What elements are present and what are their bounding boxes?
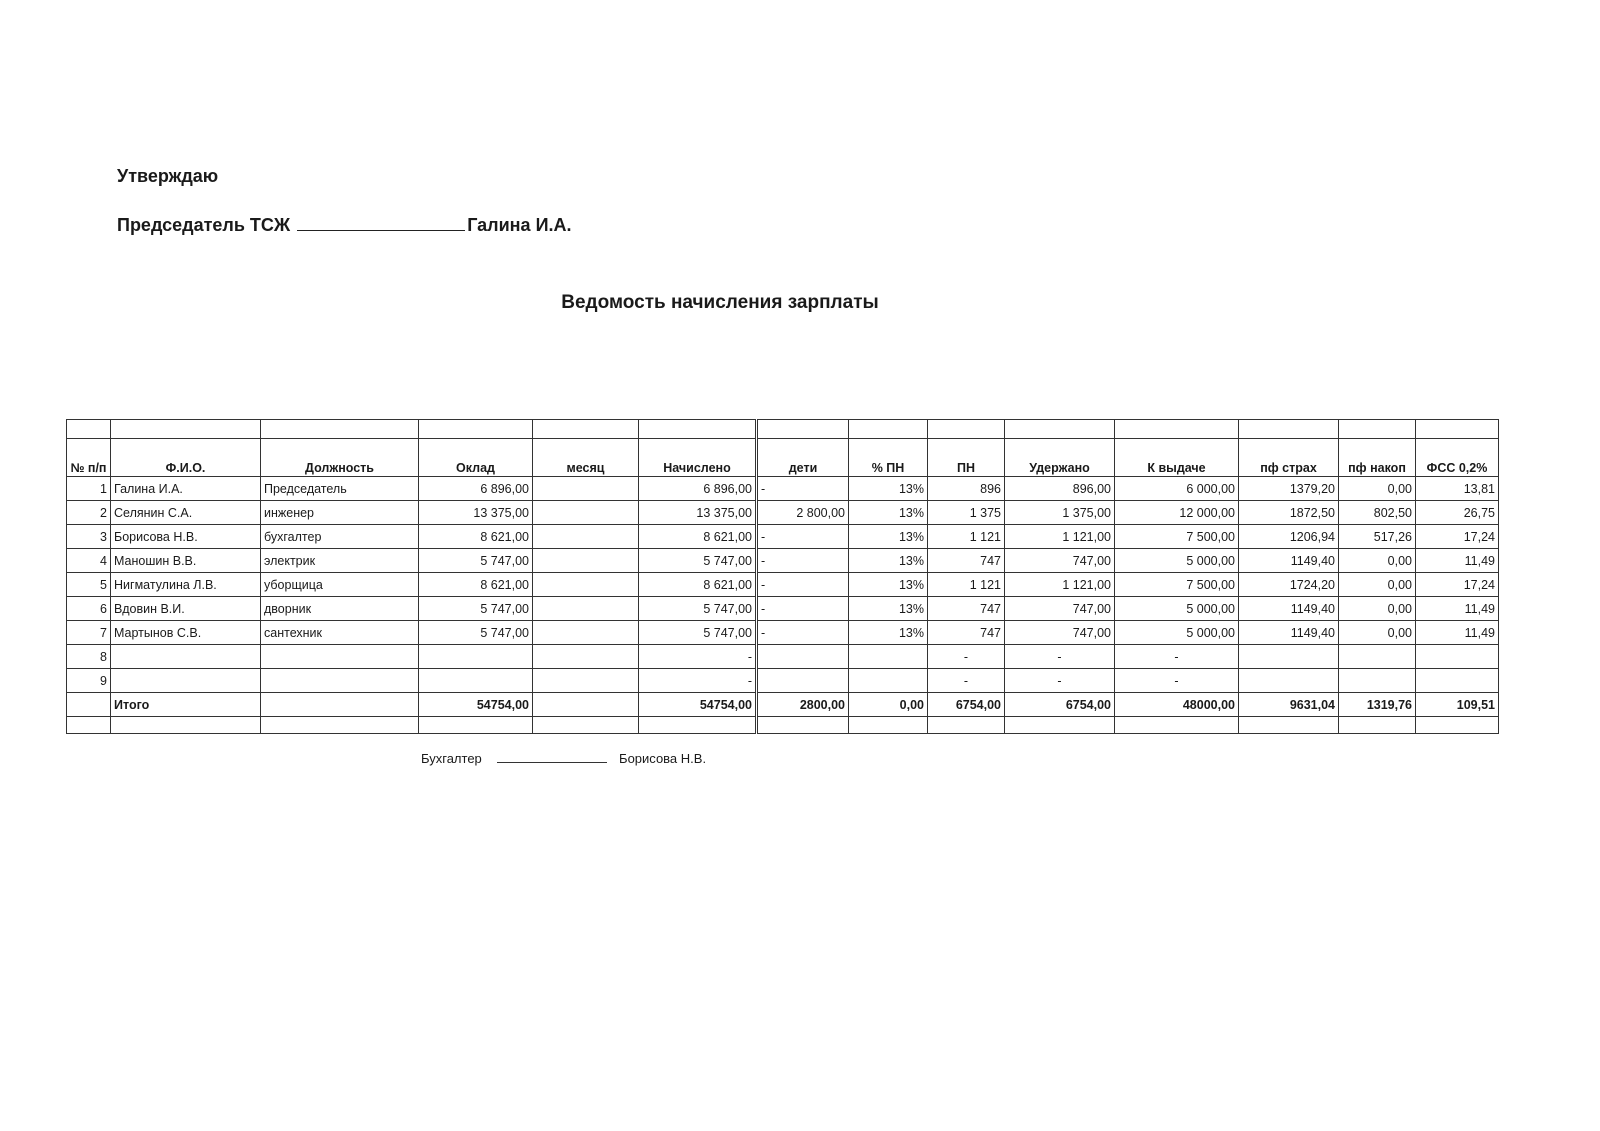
col-header-fio: Ф.И.О. [111, 439, 261, 477]
cell-tax: 747 [928, 597, 1005, 621]
cell-pf-insurance: 1149,40 [1239, 597, 1339, 621]
cell-salary: 8 621,00 [419, 525, 533, 549]
col-header-tax: ПН [928, 439, 1005, 477]
cell-position: сантехник [261, 621, 419, 645]
table-row [67, 525, 1499, 549]
total-to-pay: 48000,00 [1115, 693, 1239, 717]
cell-to-pay: 6 000,00 [1115, 477, 1239, 501]
cell-month [533, 645, 639, 669]
cell-row-number: 3 [67, 525, 111, 549]
cell-pct-tax: 13% [849, 573, 928, 597]
cell-tax: 747 [928, 621, 1005, 645]
cell-salary: 6 896,00 [419, 477, 533, 501]
cell-children [757, 669, 849, 693]
total-pf-insurance: 9631,04 [1239, 693, 1339, 717]
total-pf-savings: 1319,76 [1339, 693, 1416, 717]
cell-to-pay: 12 000,00 [1115, 501, 1239, 525]
cell-pct-tax: 13% [849, 621, 928, 645]
cell-pf-savings: 0,00 [1339, 549, 1416, 573]
cell-fss: 11,49 [1416, 549, 1499, 573]
accountant-signature-line [421, 750, 706, 766]
cell-pct-tax: 13% [849, 597, 928, 621]
cell-row-number: 9 [67, 669, 111, 693]
cell-fss: 26,75 [1416, 501, 1499, 525]
cell-accrued: 6 896,00 [639, 477, 757, 501]
cell-pct-tax [849, 669, 928, 693]
cell-row-number: 4 [67, 549, 111, 573]
cell-children [757, 645, 849, 669]
cell-row-number: 8 [67, 645, 111, 669]
cell-pct-tax: 13% [849, 501, 928, 525]
cell-to-pay: - [1115, 669, 1239, 693]
cell-pct-tax: 13% [849, 549, 928, 573]
cell-accrued: 5 747,00 [639, 597, 757, 621]
cell-pct-tax: 13% [849, 477, 928, 501]
cell-tax: 896 [928, 477, 1005, 501]
total-withheld: 6754,00 [1005, 693, 1115, 717]
cell-month [533, 621, 639, 645]
cell-children: - [757, 525, 849, 549]
cell-fio: Маношин В.В. [111, 549, 261, 573]
cell-month [533, 597, 639, 621]
approval-name: Галина И.А. [467, 215, 572, 235]
cell-pf-savings: 0,00 [1339, 477, 1416, 501]
accountant-name: Борисова Н.В. [619, 751, 707, 766]
cell-children: - [757, 573, 849, 597]
cell-pf-savings: 0,00 [1339, 597, 1416, 621]
accountant-role: Бухгалтер [421, 751, 482, 766]
cell-position [261, 645, 419, 669]
col-header-children: дети [757, 439, 849, 477]
total-pct-tax: 0,00 [849, 693, 928, 717]
cell-children: - [757, 621, 849, 645]
cell-children: - [757, 549, 849, 573]
cell-position: инженер [261, 501, 419, 525]
cell-position: бухгалтер [261, 525, 419, 549]
cell-pf-savings: 517,26 [1339, 525, 1416, 549]
table-row [67, 549, 1499, 573]
cell-tax: 1 121 [928, 573, 1005, 597]
cell-fio: Мартынов С.В. [111, 621, 261, 645]
col-header-month: месяц [533, 439, 639, 477]
table-bottom-spacer-row [67, 717, 1499, 734]
cell-fio [111, 645, 261, 669]
cell-pf-insurance: 1872,50 [1239, 501, 1339, 525]
cell-month [533, 549, 639, 573]
cell-fss: 17,24 [1416, 573, 1499, 597]
cell-salary: 5 747,00 [419, 549, 533, 573]
col-header-withheld: Удержано [1005, 439, 1115, 477]
table-row [67, 573, 1499, 597]
cell-salary [419, 669, 533, 693]
cell-tax: 1 121 [928, 525, 1005, 549]
cell-pf-insurance: 1724,20 [1239, 573, 1339, 597]
cell-pf-savings [1339, 669, 1416, 693]
cell-fio: Нигматулина Л.В. [111, 573, 261, 597]
table-row [67, 501, 1499, 525]
cell-tax: - [928, 669, 1005, 693]
total-fss: 109,51 [1416, 693, 1499, 717]
cell-month [533, 669, 639, 693]
table-row [67, 597, 1499, 621]
cell-fss: 13,81 [1416, 477, 1499, 501]
total-salary: 54754,00 [419, 693, 533, 717]
cell-pf-savings: 0,00 [1339, 573, 1416, 597]
cell-withheld: 1 121,00 [1005, 573, 1115, 597]
cell-withheld: 747,00 [1005, 549, 1115, 573]
cell-tax: - [928, 645, 1005, 669]
cell-position: дворник [261, 597, 419, 621]
cell-tax: 1 375 [928, 501, 1005, 525]
cell-to-pay: 5 000,00 [1115, 549, 1239, 573]
cell-salary [419, 645, 533, 669]
cell-row-number: 1 [67, 477, 111, 501]
cell-pf-savings [1339, 645, 1416, 669]
col-header-salary: Оклад [419, 439, 533, 477]
cell-to-pay: 7 500,00 [1115, 573, 1239, 597]
cell-children: - [757, 477, 849, 501]
cell-pf-insurance [1239, 645, 1339, 669]
col-header-fss: ФСС 0,2% [1416, 439, 1499, 477]
cell-withheld: 896,00 [1005, 477, 1115, 501]
cell-month [533, 525, 639, 549]
cell-fio [111, 669, 261, 693]
cell-accrued: 8 621,00 [639, 525, 757, 549]
approval-role: Председатель ТСЖ [117, 215, 291, 235]
cell-to-pay: 5 000,00 [1115, 597, 1239, 621]
cell-fss: 11,49 [1416, 621, 1499, 645]
cell-accrued: 8 621,00 [639, 573, 757, 597]
cell-salary: 5 747,00 [419, 597, 533, 621]
cell-month [533, 477, 639, 501]
cell-withheld: 1 375,00 [1005, 501, 1115, 525]
document-title: Ведомость начисления зарплаты [561, 292, 879, 313]
cell-position: Председатель [261, 477, 419, 501]
cell-withheld: 1 121,00 [1005, 525, 1115, 549]
cell-pct-tax: 13% [849, 525, 928, 549]
col-header-pf-savings: пф накоп [1339, 439, 1416, 477]
cell-fss [1416, 669, 1499, 693]
col-header-pct-tax: % ПН [849, 439, 928, 477]
cell-children: 2 800,00 [757, 501, 849, 525]
approval-signature-line [117, 212, 572, 236]
cell-month [533, 573, 639, 597]
approval-title: Утверждаю [117, 166, 219, 186]
total-tax: 6754,00 [928, 693, 1005, 717]
cell-pf-insurance: 1206,94 [1239, 525, 1339, 549]
cell-fss: 17,24 [1416, 525, 1499, 549]
cell-withheld: - [1005, 669, 1115, 693]
col-header-accrued: Начислено [639, 439, 757, 477]
col-header-pf-insurance: пф страх [1239, 439, 1339, 477]
cell-accrued: 13 375,00 [639, 501, 757, 525]
table-body [67, 477, 1499, 693]
cell-accrued: - [639, 645, 757, 669]
col-header-position: Должность [261, 439, 419, 477]
cell-position: уборщица [261, 573, 419, 597]
cell-row-number: 7 [67, 621, 111, 645]
cell-pf-insurance: 1149,40 [1239, 621, 1339, 645]
cell-salary: 13 375,00 [419, 501, 533, 525]
cell-pf-insurance: 1149,40 [1239, 549, 1339, 573]
cell-row-number: 2 [67, 501, 111, 525]
cell-salary: 5 747,00 [419, 621, 533, 645]
table-row [67, 645, 1499, 669]
cell-salary: 8 621,00 [419, 573, 533, 597]
table-header-row [67, 439, 1499, 477]
col-header-to-pay: К выдаче [1115, 439, 1239, 477]
cell-pf-insurance: 1379,20 [1239, 477, 1339, 501]
cell-fio: Селянин С.А. [111, 501, 261, 525]
cell-fss: 11,49 [1416, 597, 1499, 621]
cell-withheld: - [1005, 645, 1115, 669]
payroll-table [66, 419, 1499, 734]
table-top-spacer-row [67, 420, 1499, 439]
cell-position: электрик [261, 549, 419, 573]
cell-children: - [757, 597, 849, 621]
total-label: Итого [111, 693, 261, 717]
signature-blank [497, 750, 607, 763]
cell-to-pay: - [1115, 645, 1239, 669]
table-row [67, 477, 1499, 501]
cell-to-pay: 5 000,00 [1115, 621, 1239, 645]
cell-accrued: - [639, 669, 757, 693]
cell-withheld: 747,00 [1005, 597, 1115, 621]
cell-pct-tax [849, 645, 928, 669]
signature-blank [297, 212, 465, 231]
table-row [67, 621, 1499, 645]
cell-fio: Борисова Н.В. [111, 525, 261, 549]
cell-position [261, 669, 419, 693]
cell-accrued: 5 747,00 [639, 621, 757, 645]
cell-fss [1416, 645, 1499, 669]
cell-row-number: 5 [67, 573, 111, 597]
cell-pf-savings: 0,00 [1339, 621, 1416, 645]
cell-fio: Галина И.А. [111, 477, 261, 501]
cell-accrued: 5 747,00 [639, 549, 757, 573]
total-children: 2800,00 [757, 693, 849, 717]
cell-withheld: 747,00 [1005, 621, 1115, 645]
cell-month [533, 501, 639, 525]
cell-pf-savings: 802,50 [1339, 501, 1416, 525]
total-accrued: 54754,00 [639, 693, 757, 717]
table-total-row [67, 693, 1499, 717]
cell-to-pay: 7 500,00 [1115, 525, 1239, 549]
cell-row-number: 6 [67, 597, 111, 621]
col-header-number: № п/п [67, 439, 111, 477]
cell-pf-insurance [1239, 669, 1339, 693]
cell-fio: Вдовин В.И. [111, 597, 261, 621]
table-row [67, 669, 1499, 693]
cell-tax: 747 [928, 549, 1005, 573]
